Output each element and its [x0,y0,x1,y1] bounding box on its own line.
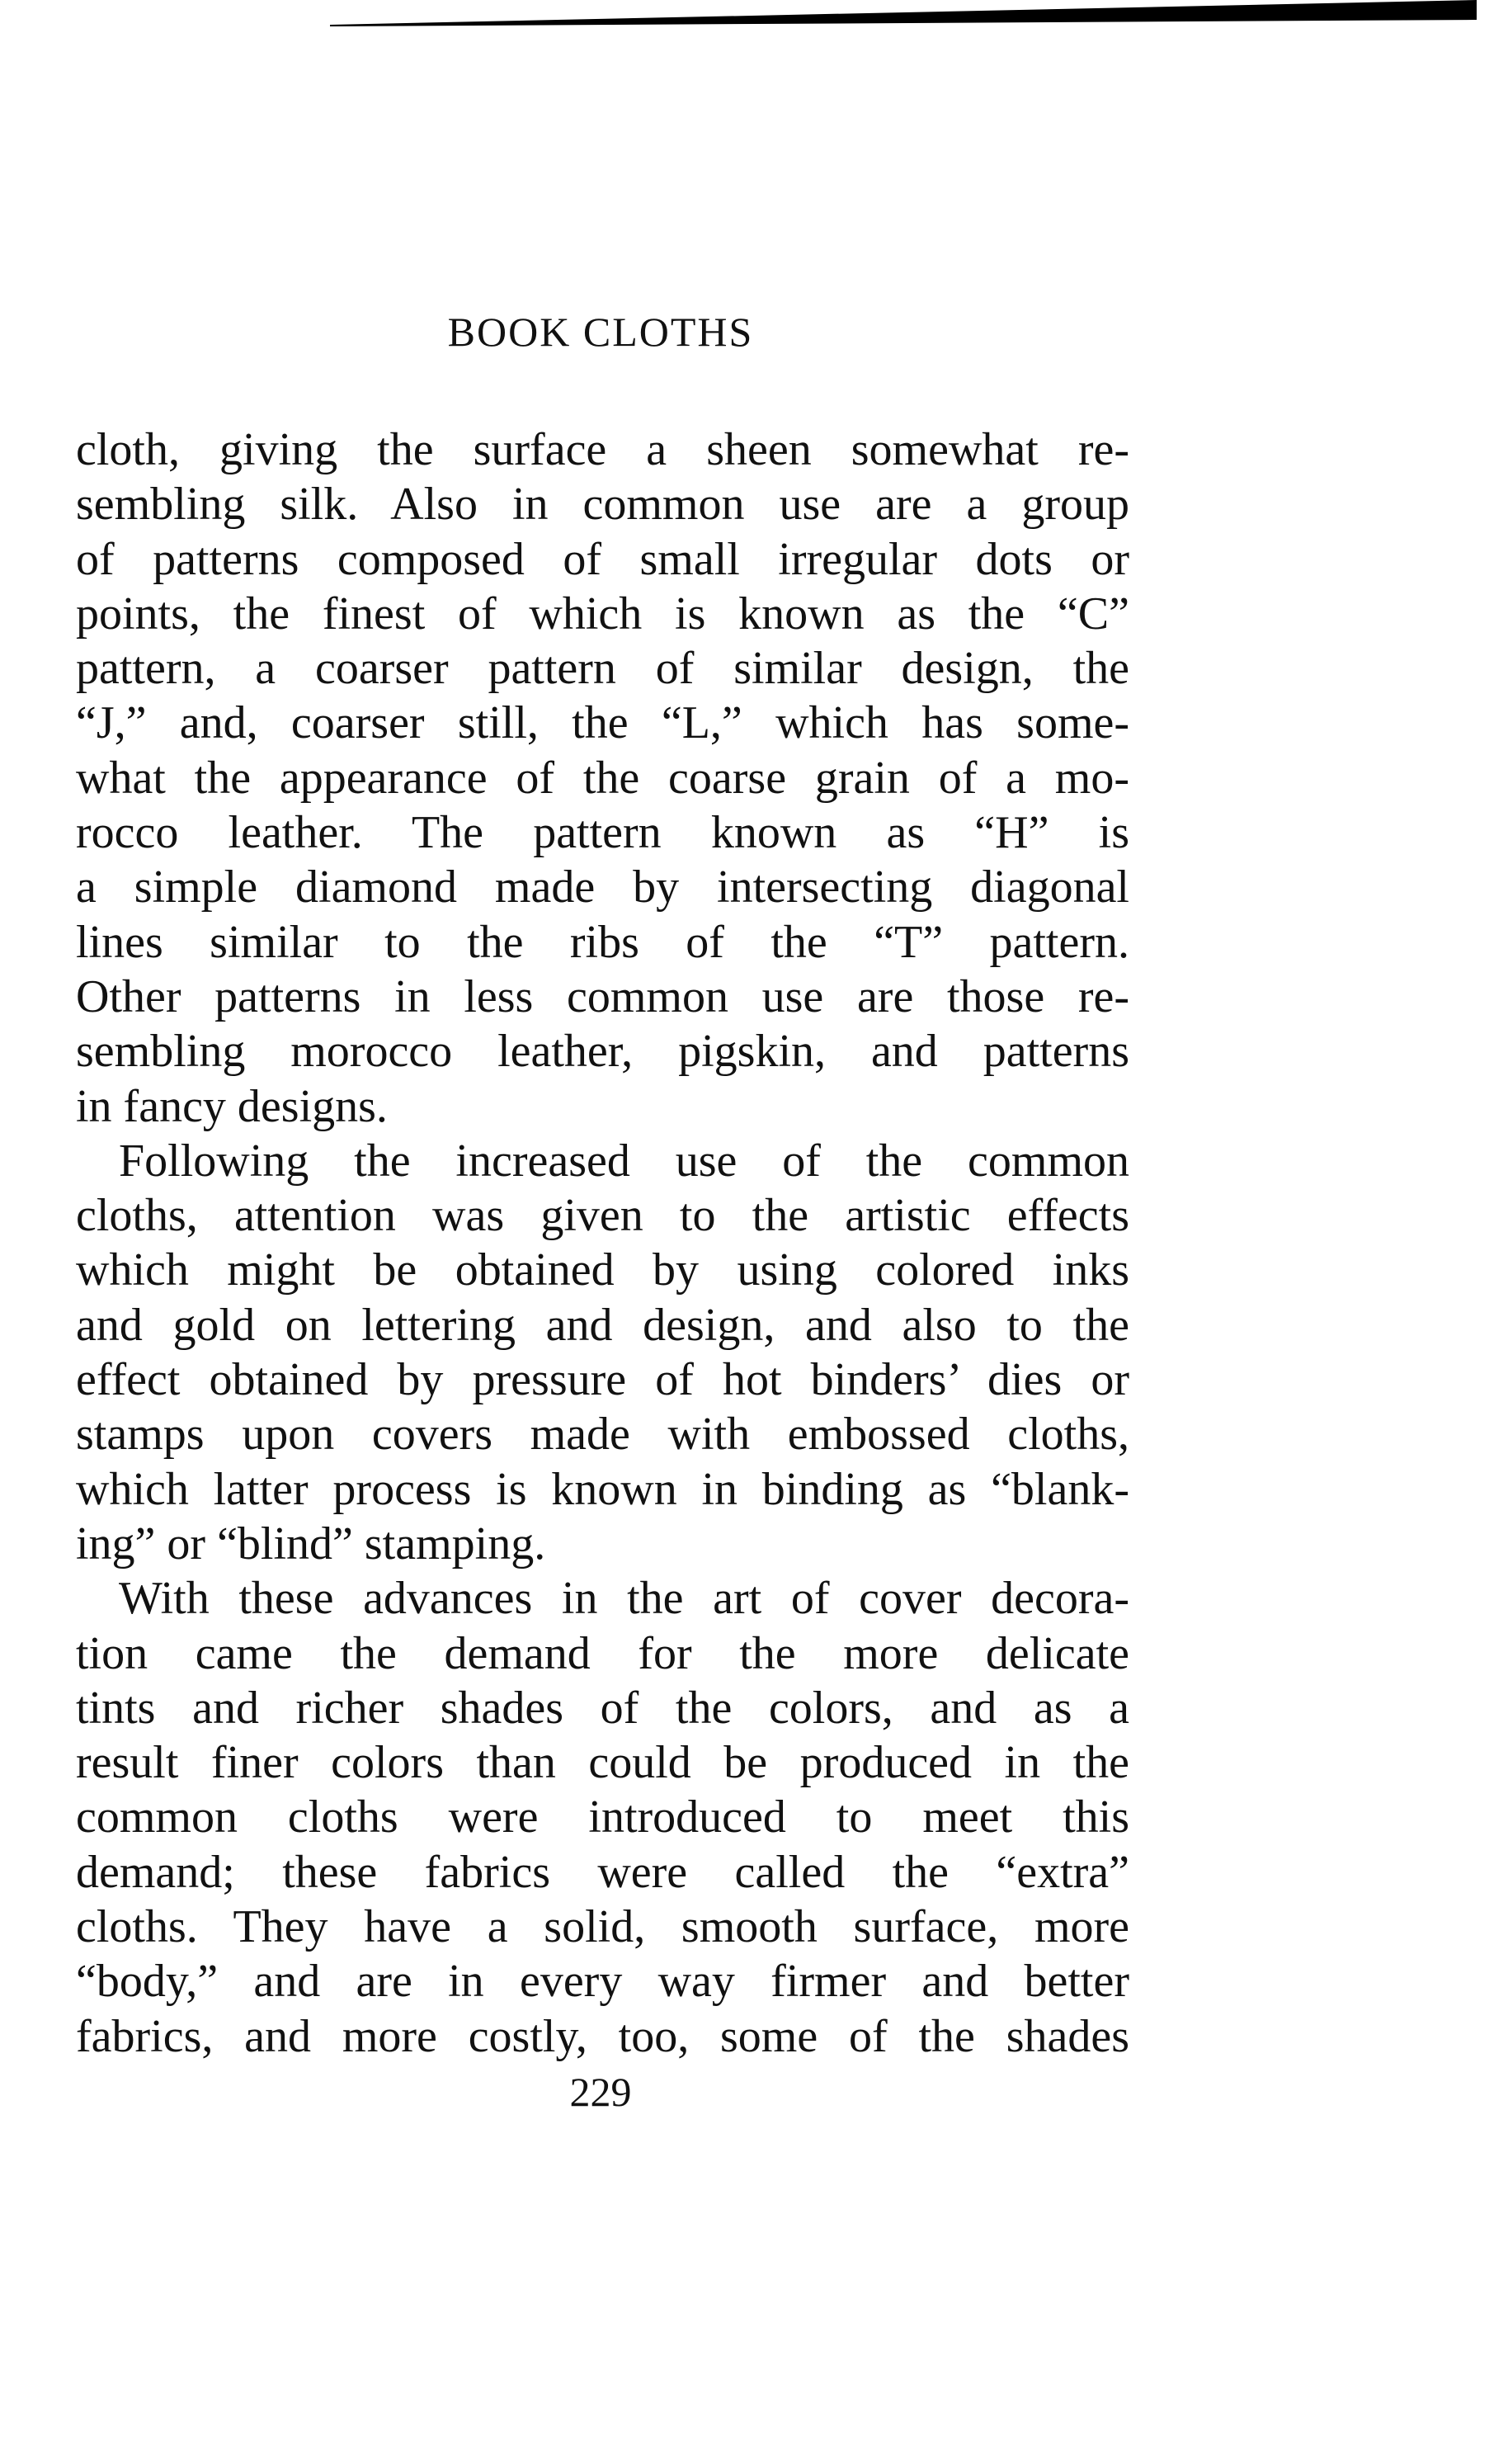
text-line: sembling morocco leather, pigskin, and patterns [76,1026,1129,1078]
text-line: a simple diamond made by intersecting diagonal [76,861,1129,913]
text-line: With these advances in the art of cover decora- [119,1573,1129,1625]
text-line: what the appearance of the coarse grain of a mo- [76,752,1129,804]
text-line: ing” or “blind” stamping. [76,1518,546,1570]
body-text [76,422,1129,2064]
text-line: cloths. They have a solid, smooth surface, more [76,1901,1129,1953]
text-line: of patterns composed of small irregular dots or [76,533,1129,585]
page-number: 229 [569,2069,632,2115]
text-line: rocco leather. The pattern known as “H” is [76,807,1129,859]
text-line: effect obtained by pressure of hot binders’ dies or [76,1354,1129,1406]
text-line: Following the increased use of the common [119,1135,1129,1187]
text-line: stamps upon covers made with embossed cloths, [76,1409,1129,1461]
text-line: pattern, a coarser pattern of similar design, the [76,643,1129,695]
text-line: cloth, giving the surface a sheen somewhat re- [76,424,1129,475]
running-head: BOOK CLOTHS [447,309,754,355]
text-line: Other patterns in less common use are those re- [76,970,1129,1022]
text-line: tion came the demand for the more delicate [76,1627,1129,1679]
text-line: “body,” and are in every way firmer and better [76,1956,1129,2008]
text-line: sembling silk. Also in common use are a group [76,479,1129,531]
text-line: and gold on lettering and design, and also to the [76,1299,1129,1351]
text-line: tints and richer shades of the colors, and as a [76,1682,1129,1734]
text-line: cloths, attention was given to the artistic effects [76,1190,1129,1242]
scan-edge-bar [0,0,1508,33]
text-line: common cloths were introduced to meet this [76,1791,1129,1843]
text-line: which latter process is known in binding as “blank- [76,1463,1129,1515]
text-line: lines similar to the ribs of the “T” pattern. [76,916,1129,968]
text-line: fabrics, and more costly, too, some of the shades [76,2010,1129,2062]
text-line: which might be obtained by using colored inks [76,1244,1129,1296]
text-line: in fancy designs. [76,1080,388,1132]
text-line: result finer colors than could be produced in the [76,1737,1129,1789]
text-line: demand; these fabrics were called the “extra” [76,1846,1129,1898]
text-line: “J,” and, coarser still, the “L,” which has some- [76,697,1129,749]
text-line: points, the finest of which is known as the “C” [76,588,1129,640]
